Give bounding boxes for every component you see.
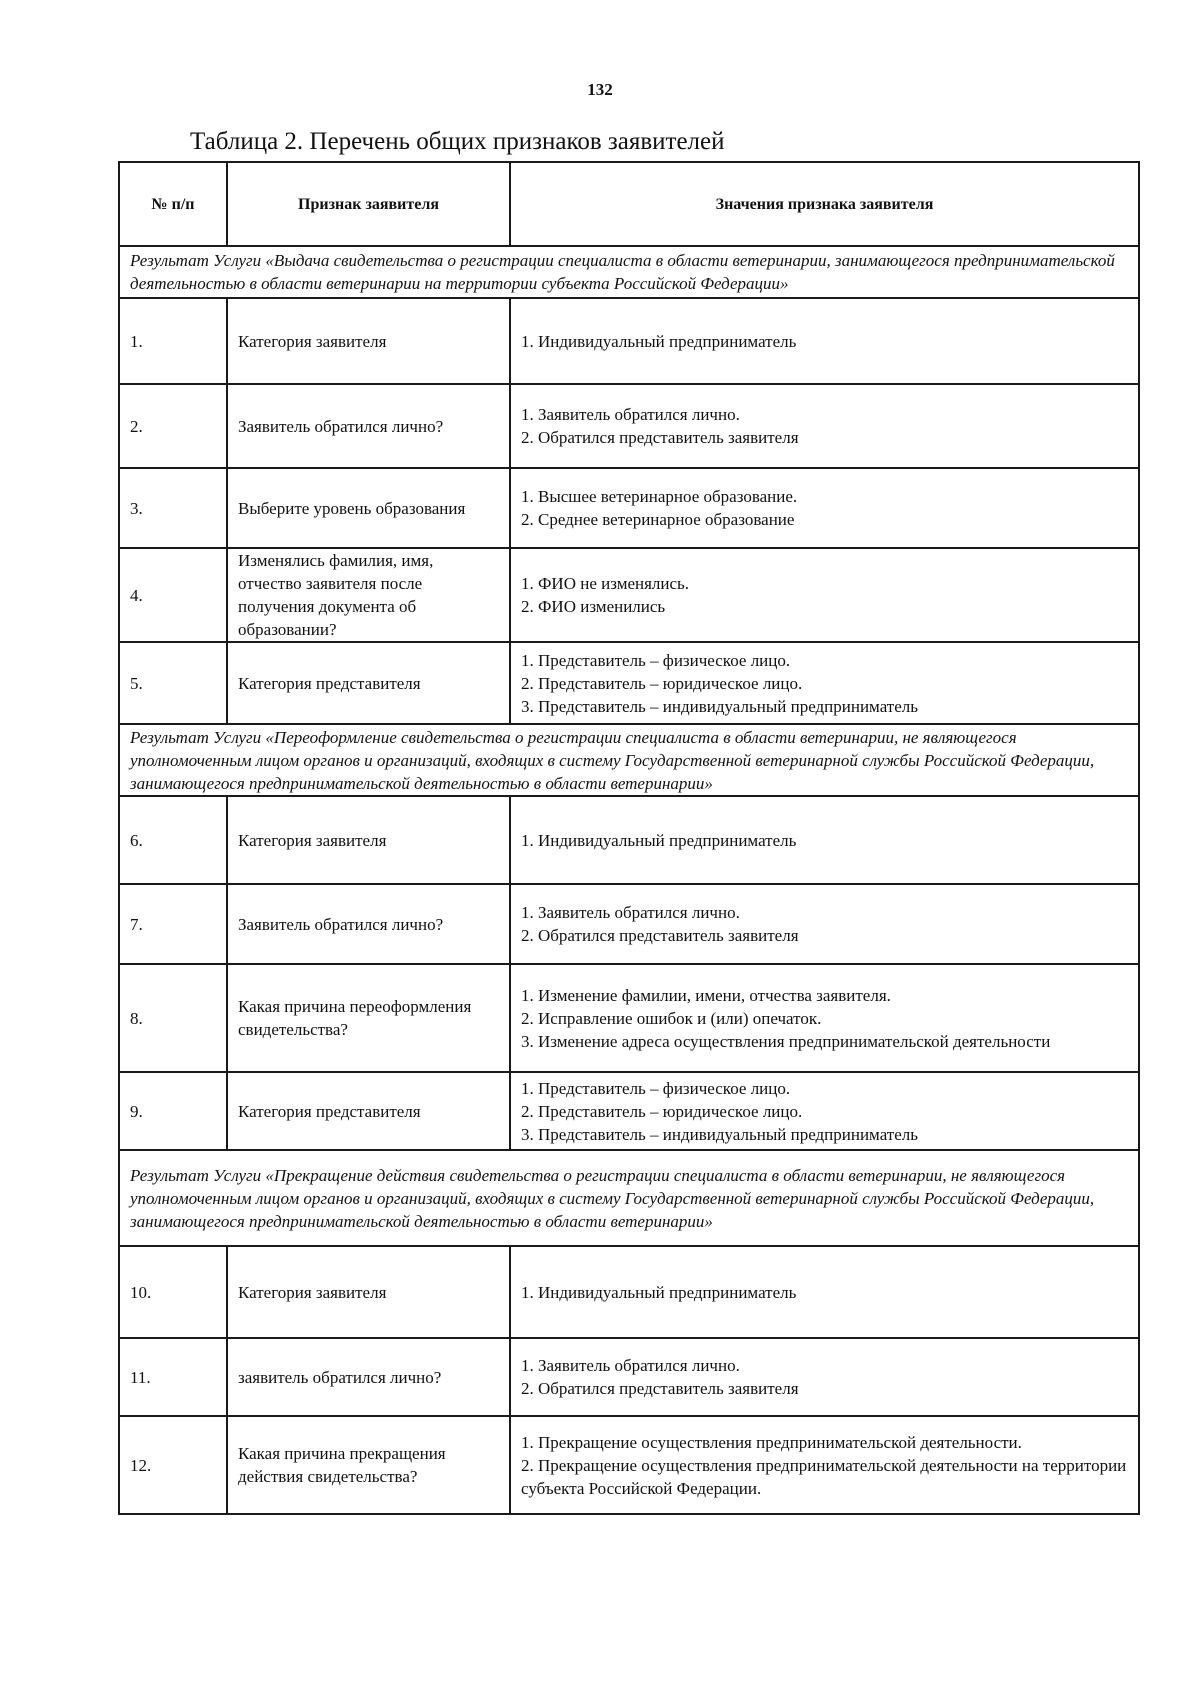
value-item: 2. Представитель – юридическое лицо.	[521, 673, 803, 693]
table-row	[119, 298, 1139, 384]
value-item: 3. Представитель – индивидуальный предприниматель	[521, 696, 919, 716]
value-item: 1. Представитель – физическое лицо.	[521, 1078, 791, 1098]
row-values	[510, 1246, 1139, 1338]
section-row	[119, 1150, 1139, 1246]
section-row	[119, 724, 1139, 796]
row-attribute: Категория заявителя	[227, 298, 510, 384]
section-row	[119, 246, 1139, 298]
table-row	[119, 1416, 1139, 1514]
section-title: Результат Услуги «Переоформление свидетельства о регистрации специалиста в области ветеринарии, не являющегося уполномоченным лицом органов и организаций, входящих в систему Государственной ветеринарной службы Российской Федерации, занимающегося предпринимательской деятельностью в области ветеринарии»	[119, 724, 1139, 796]
value-item: 1. Заявитель обратился лично.	[521, 1356, 740, 1375]
row-values	[510, 1338, 1139, 1416]
row-values	[510, 964, 1139, 1072]
row-values	[510, 884, 1139, 964]
row-attribute: Категория представителя	[227, 642, 510, 724]
value-item: 2. Обратился представитель заявителя	[521, 1379, 799, 1398]
row-attribute: Заявитель обратился лично?	[227, 384, 510, 468]
row-number: 9.	[119, 1072, 227, 1150]
row-attribute: Выберите уровень образования	[227, 468, 510, 548]
header-num: № п/п	[119, 162, 227, 246]
row-attribute: Какая причина переоформления свидетельства?	[227, 964, 510, 1072]
row-values	[510, 1072, 1139, 1150]
table-row	[119, 1338, 1139, 1416]
section-title: Результат Услуги «Выдача свидетельства о регистрации специалиста в области ветеринарии, занимающегося предпринимательской деятельностью в области ветеринарии на территории субъекта Российской Федерации»	[119, 246, 1139, 298]
row-attribute: Заявитель обратился лично?	[227, 884, 510, 964]
value-item: 1. ФИО не изменялись.	[521, 574, 690, 593]
row-values	[510, 796, 1139, 884]
row-number: 10.	[119, 1246, 227, 1338]
row-attribute: Какая причина прекращения действия свидетельства?	[227, 1416, 510, 1514]
value-item: 2. Прекращение осуществления предпринимательской деятельности на территории субъекта Российской Федерации.	[521, 1455, 1127, 1498]
row-attribute: заявитель обратился лично?	[227, 1338, 510, 1416]
row-attribute: Категория представителя	[227, 1072, 510, 1150]
value-item: 1. Заявитель обратился лично.	[521, 405, 740, 424]
value-item: 2. Исправление ошибок и (или) опечаток.	[521, 1008, 822, 1028]
row-values	[510, 642, 1139, 724]
row-number: 7.	[119, 884, 227, 964]
table-row	[119, 964, 1139, 1072]
value-item: 1. Изменение фамилии, имени, отчества заявителя.	[521, 985, 891, 1005]
page-number: 132	[587, 80, 613, 99]
row-values	[510, 468, 1139, 548]
table-row	[119, 468, 1139, 548]
table-row	[119, 384, 1139, 468]
value-item: 1. Индивидуальный предприниматель	[521, 331, 797, 351]
table-row	[119, 884, 1139, 964]
table-header-row	[119, 162, 1139, 246]
value-item: 2. Обратился представитель заявителя	[521, 428, 799, 447]
value-item: 1. Высшее ветеринарное образование.	[521, 487, 798, 506]
value-item: 1. Индивидуальный предприниматель	[521, 830, 797, 850]
row-attribute: Изменялись фамилия, имя, отчество заявителя после получения документа об образовании?	[227, 548, 510, 642]
value-item: 3. Изменение адреса осуществления предпринимательской деятельности	[521, 1031, 1051, 1051]
row-values	[510, 1416, 1139, 1514]
value-item: 1. Индивидуальный предприниматель	[521, 1282, 797, 1302]
section-title: Результат Услуги «Прекращение действия свидетельства о регистрации специалиста в области ветеринарии, не являющегося уполномоченным лицом органов и организаций, входящих в систему Государственной ветеринарной службы Российской Федерации, занимающегося предпринимательской деятельностью в области ветеринарии»	[119, 1150, 1139, 1246]
header-values: Значения признака заявителя	[510, 162, 1139, 246]
row-number: 8.	[119, 964, 227, 1072]
row-values	[510, 384, 1139, 468]
header-attribute: Признак заявителя	[227, 162, 510, 246]
row-number: 3.	[119, 468, 227, 548]
row-values	[510, 298, 1139, 384]
value-item: 1. Заявитель обратился лично.	[521, 903, 740, 922]
row-number: 12.	[119, 1416, 227, 1514]
value-item: 2. ФИО изменились	[521, 597, 666, 616]
value-item: 1. Представитель – физическое лицо.	[521, 650, 791, 670]
value-item: 1. Прекращение осуществления предпринимательской деятельности.	[521, 1432, 1022, 1452]
row-attribute: Категория заявителя	[227, 1246, 510, 1338]
row-number: 6.	[119, 796, 227, 884]
table-row	[119, 796, 1139, 884]
row-number: 4.	[119, 548, 227, 642]
table-row	[119, 642, 1139, 724]
value-item: 2. Среднее ветеринарное образование	[521, 510, 795, 529]
row-number: 1.	[119, 298, 227, 384]
row-attribute: Категория заявителя	[227, 796, 510, 884]
table-row	[119, 1246, 1139, 1338]
row-number: 2.	[119, 384, 227, 468]
value-item: 2. Представитель – юридическое лицо.	[521, 1101, 803, 1121]
table-body	[119, 246, 1139, 1514]
applicant-attributes-table	[118, 161, 1140, 1515]
row-values	[510, 548, 1139, 642]
table-row	[119, 548, 1139, 642]
table-row	[119, 1072, 1139, 1150]
row-number: 5.	[119, 642, 227, 724]
value-item: 3. Представитель – индивидуальный предприниматель	[521, 1124, 919, 1144]
row-number: 11.	[119, 1338, 227, 1416]
table-title: Таблица 2. Перечень общих признаков заявителей	[190, 128, 725, 155]
value-item: 2. Обратился представитель заявителя	[521, 926, 799, 945]
